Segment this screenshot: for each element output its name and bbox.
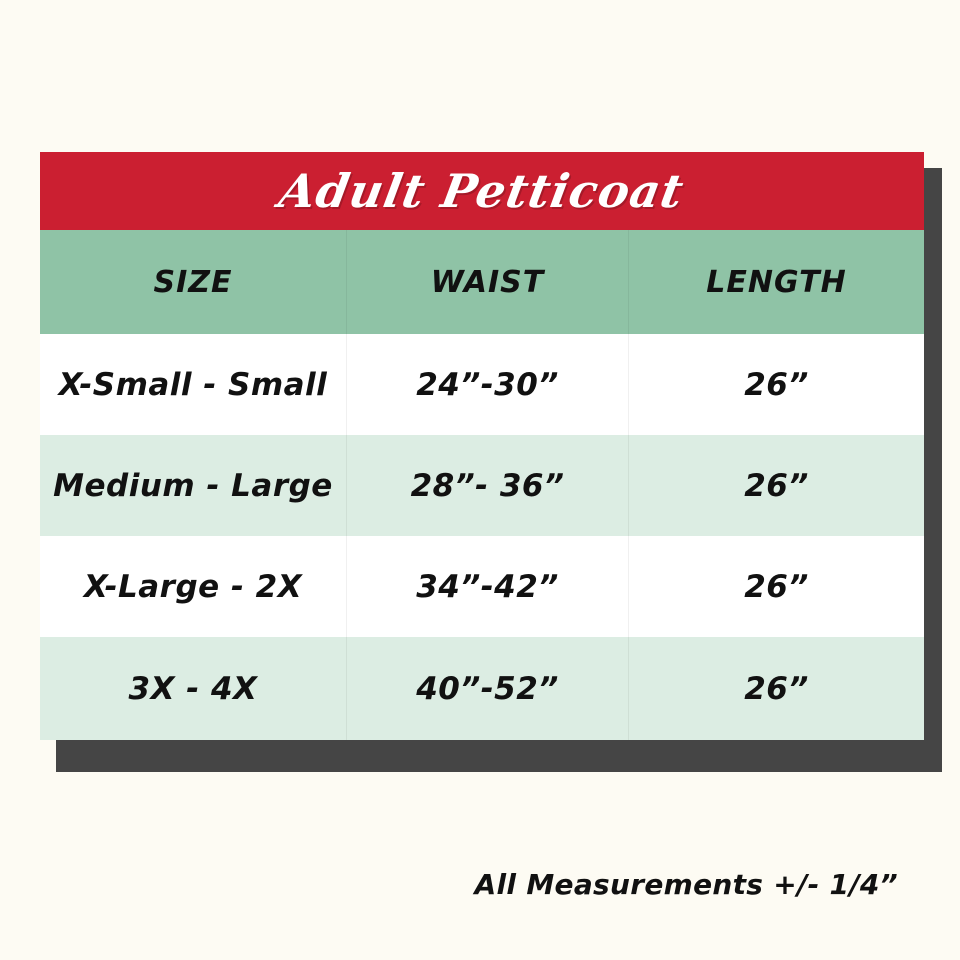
size-cell: Medium - Large [53, 467, 333, 504]
length-cell: 26” [628, 536, 924, 637]
size-cell: X-Small - Small [58, 366, 328, 403]
length-cell: 26” [628, 334, 924, 435]
table-row [40, 637, 924, 740]
column-header-waist: WAIST [346, 230, 628, 334]
length-cell: 26” [628, 435, 924, 536]
waist-cell: 34”-42” [346, 536, 628, 637]
waist-cell: 24”-30” [346, 334, 628, 435]
size-cell: 3X - 4X [128, 670, 258, 707]
size-chart-table [40, 152, 924, 740]
column-header-length: LENGTH [628, 230, 924, 334]
header-row [40, 230, 924, 334]
table-row [40, 536, 924, 637]
column-header-size: SIZE [153, 264, 233, 300]
table-row [40, 334, 924, 435]
chart-title: Adult Petticoat [275, 164, 689, 218]
measurement-footnote: All Measurements +/- 1/4” [474, 868, 898, 901]
length-cell: 26” [628, 637, 924, 740]
waist-cell: 28”- 36” [346, 435, 628, 536]
size-cell: X-Large - 2X [83, 568, 303, 605]
title-bar [40, 152, 924, 230]
table-row [40, 435, 924, 536]
waist-cell: 40”-52” [346, 637, 628, 740]
